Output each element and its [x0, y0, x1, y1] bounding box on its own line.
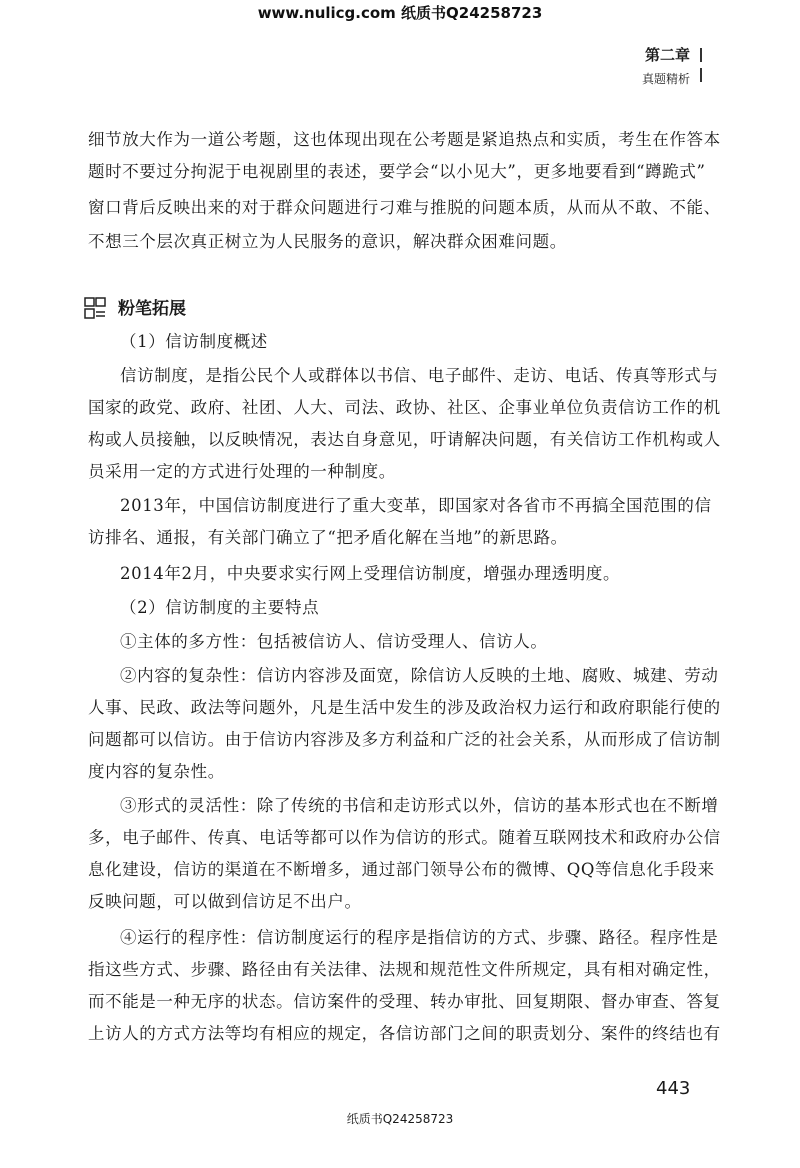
- watermark-top: www.nulicg.com 纸质书Q24258723: [257, 4, 543, 22]
- body-line: 问题都可以信访。由于信访内容涉及多方利益和广泛的社会关系，从而形成了信访制: [88, 730, 721, 749]
- body-line: 国家的政党、政府、社团、人大、司法、政协、社区、企事业单位负责信访工作的机: [88, 398, 721, 417]
- body-line: ④运行的程序性：信访制度运行的程序是指信访的方式、步骤、路径。程序性是: [120, 928, 719, 947]
- body-line: 人事、民政、政法等问题外，凡是生活中发生的涉及政治权力运行和政府职能行使的: [88, 698, 721, 717]
- header-divider: [700, 48, 702, 62]
- body-line: 构或人员接触，以反映情况，表达自身意见，吁请解决问题，有关信访工作机构或人: [88, 430, 721, 449]
- chapter-title: 第二章: [644, 46, 690, 64]
- intro-line: 窗口背后反映出来的对于群众问题进行刁难与推脱的问题本质，从而从不敢、不能、: [88, 198, 721, 217]
- body-line: 上访人的方式方法等均有相应的规定，各信访部门之间的职责划分、案件的终结也有: [88, 1024, 721, 1043]
- body-line: （2）信访制度的主要特点: [120, 598, 320, 617]
- body-line: ②内容的复杂性：信访内容涉及面宽，除信访人反映的土地、腐败、城建、劳动: [120, 666, 719, 685]
- body-line: 2014年2月，中央要求实行网上受理信访制度，增强办理透明度。: [120, 564, 621, 583]
- watermark-bottom: 纸质书Q24258723: [346, 1112, 454, 1126]
- body-line: 多，电子邮件、传真、电话等都可以作为信访的形式。随着互联网技术和政府办公信: [88, 828, 721, 847]
- body-line: （1）信访制度概述: [120, 332, 268, 351]
- intro-line: 不想三个层次真正树立为人民服务的意识，解决群众困难问题。: [88, 232, 567, 251]
- page-number: 443: [656, 1078, 691, 1099]
- body-line: ③形式的灵活性：除了传统的书信和走访形式以外，信访的基本形式也在不断增: [120, 796, 719, 815]
- body-line: 息化建设，信访的渠道在不断增多，通过部门领导公布的微博、QQ等信息化手段来: [88, 860, 715, 879]
- intro-line: 题时不要过分拘泥于电视剧里的表述，要学会“以小见大”，更多地要看到“蹲跪式”: [88, 162, 706, 181]
- body-line: 信访制度，是指公民个人或群体以书信、电子邮件、走访、电话、传真等形式与: [120, 366, 719, 385]
- body-line: 2013年，中国信访制度进行了重大变革，即国家对各省市不再搞全国范围的信: [120, 496, 712, 515]
- chapter-subtitle: 真题精析: [641, 72, 690, 86]
- body-line: ①主体的多方性：包括被信访人、信访受理人、信访人。: [120, 632, 548, 651]
- section-title: 粉笔拓展: [118, 299, 186, 319]
- body-line: 而不能是一种无序的状态。信访案件的受理、转办审批、回复期限、督办审查、答复: [88, 992, 721, 1011]
- intro-line: 细节放大作为一道公考题，这也体现出现在公考题是紧追热点和实质，考生在作答本: [88, 130, 721, 149]
- header-divider: [700, 68, 702, 82]
- body-line: 指这些方式、步骤、路径由有关法律、法规和规范性文件所规定，具有相对确定性，: [88, 960, 721, 979]
- book-icon: [84, 296, 106, 320]
- body-line: 反映问题，可以做到信访足不出户。: [88, 892, 362, 911]
- body-line: 员采用一定的方式进行处理的一种制度。: [88, 462, 396, 481]
- body-line: 访排名、通报，有关部门确立了“把矛盾化解在当地”的新思路。: [88, 528, 568, 547]
- body-line: 度内容的复杂性。: [88, 762, 225, 781]
